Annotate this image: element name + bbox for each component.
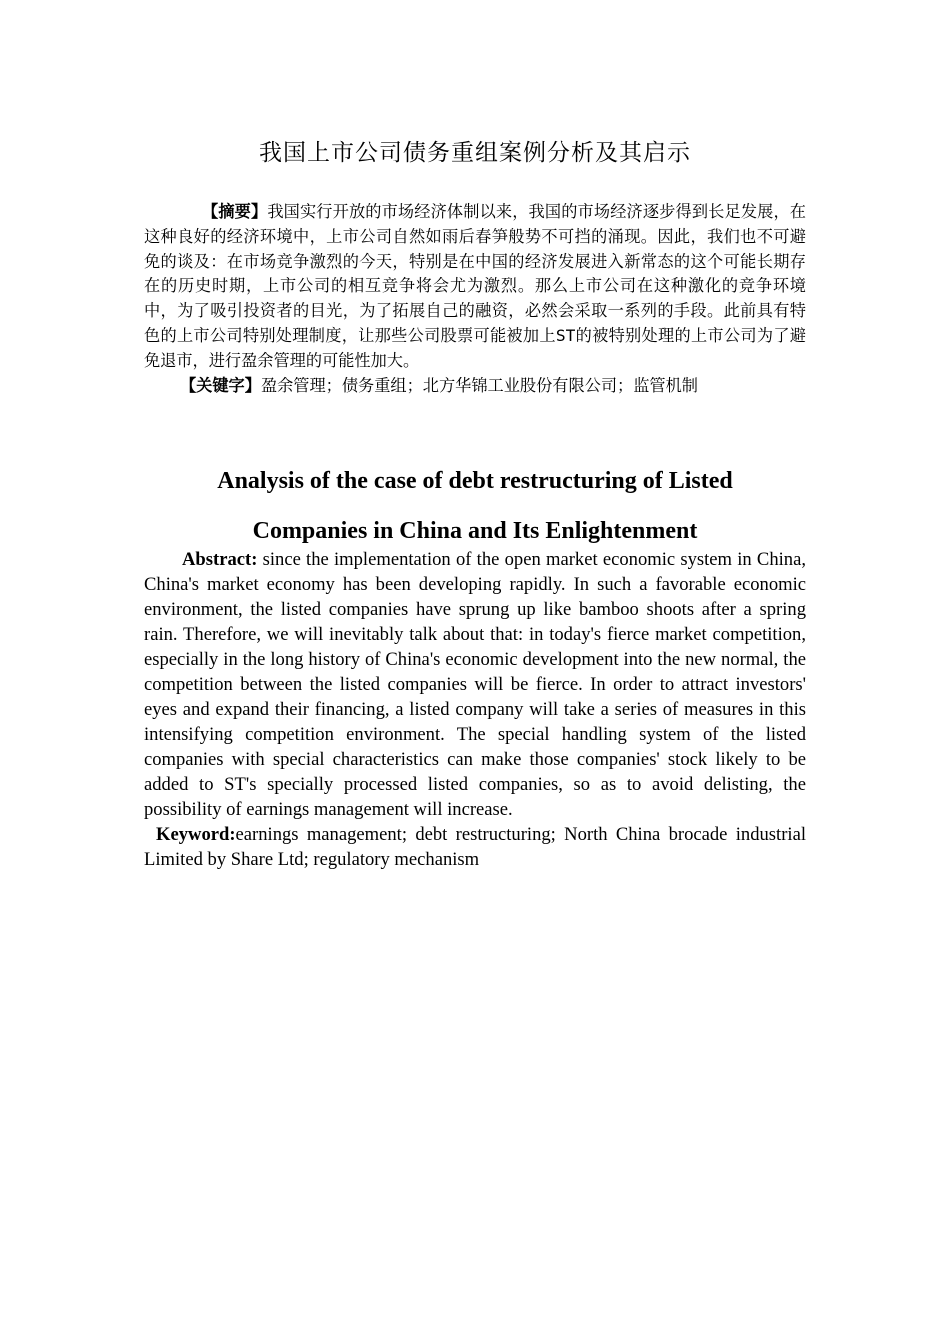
chinese-keywords-text: 盈余管理；债务重组；北方华锦工业股份有限公司；监管机制 (260, 375, 698, 395)
english-abstract-text: since the implementation of the open market economic system in China, China's market economy has been developing rapidly. In such a favorable economic environment, the listed companies have sprung up like bamboo shoots after a spring rain. Therefore, we will inevitably talk about that: in today's fierce market competition, especially in the long history of China's economic development into the new normal, the competition between the listed companies will be fierce. In order to attract investors' eyes and expand their financing, a listed company will take a series of measures in this intensifying competition environment. The special handling system of the listed companies with special characteristics can make those companies' stock likely to be added to ST's specially processed listed companies, so as to avoid delisting, the possibility of earnings management will increase. (144, 549, 806, 820)
english-abstract-label: Abstract: (182, 549, 258, 570)
chinese-keywords-paragraph (144, 374, 806, 399)
english-title-line-2: Companies in China and Its Enlightenment (252, 518, 698, 544)
chinese-abstract-paragraph (144, 200, 806, 374)
english-abstract-paragraph (144, 547, 806, 822)
chinese-keywords-label: 【关键字】 (180, 375, 261, 395)
english-title-line-1: Analysis of the case of debt restructuring of Listed (217, 468, 733, 494)
english-keywords-paragraph (144, 822, 806, 872)
english-abstract-section (144, 547, 806, 872)
chinese-title: 我国上市公司债务重组案例分析及其启示 (259, 140, 691, 166)
chinese-abstract-section (144, 200, 806, 398)
english-keywords-text: earnings management; debt restructuring; North China brocade industrial Limited by Share Ltd; regulatory mechanism (144, 824, 806, 870)
english-keywords-label: Keyword: (156, 824, 236, 845)
chinese-abstract-text: 我国实行开放的市场经济体制以来，我国的市场经济逐步得到长足发展，在这种良好的经济环境中，上市公司自然如雨后春笋般势不可挡的涌现。因此，我们也不可避免的谈及：在市场竞争激烈的今天，特别是在中国的经济发展进入新常态的这个可能长期存在的历史时期，上市公司的相互竞争将会尤为激烈。那么上市公司在这种激化的竞争环境中，为了吸引投资者的目光，为了拓展自己的融资，必然会采取一系列的手段。此前具有特色的上市公司特别处理制度，让那些公司股票可能被加上ST的被特别处理的上市公司为了避免退市，进行盈余管理的可能性加大。 (144, 202, 806, 370)
chinese-abstract-label: 【摘要】 (202, 202, 268, 221)
english-title (0, 456, 950, 556)
